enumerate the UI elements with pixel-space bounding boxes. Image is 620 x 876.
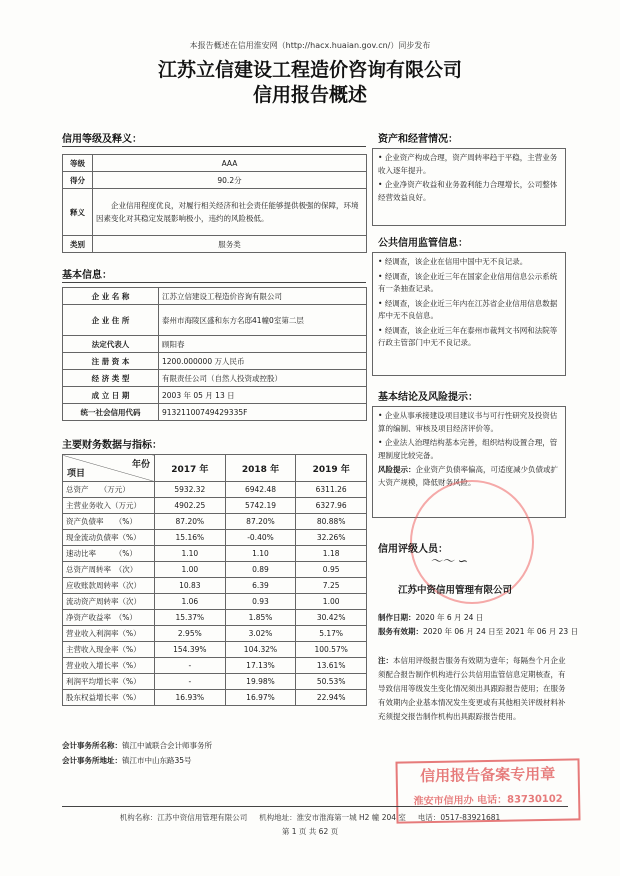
note-label: 注： [378,656,393,665]
indicator-value: 50.53% [296,674,367,690]
table-row [63,482,367,498]
audit-firm-value: 镇江中诚联合会计师事务所 [122,741,212,750]
indicator-name: 速动比率 （%） [63,546,155,562]
table-row [63,674,367,690]
info-label: 成 立 日 期 [63,387,159,404]
indicator-value: 1.85% [225,610,296,626]
risk-text: 企业资产负债率偏高，可适度减少负债或扩大资产规模，降低财务风险。 [378,465,558,487]
header-diagonal-cell [63,455,155,482]
indicator-value: 0.89 [225,562,296,578]
divider [62,282,366,283]
indicator-value: 1.00 [296,594,367,610]
indicator-value: 1.10 [155,546,226,562]
indicator-value: 0.93 [225,594,296,610]
year-header: 2017 年 [155,455,226,482]
table-row [63,404,367,421]
rating-definition: 企业信用程度优良，对履行相关经济和社会责任能够提供极强的保障，环境因素变化对其稳定发展影响极小，违约的风险极低。 [93,189,367,236]
conclusion-item-text: 企业从事承接建设项目建议书与可行性研究及投资估算的编制、审核及项目经济评价等。 [378,411,558,433]
audit-address-value: 镇江市中山东路35号 [122,756,192,765]
indicator-value: 16.93% [155,690,226,706]
table-row [63,387,367,404]
footer-tel-label: 电话： [417,813,441,822]
table-row [63,626,367,642]
info-label: 法定代表人 [63,336,159,353]
indicator-value: 154.39% [155,642,226,658]
indicator-value: 0.95 [296,562,367,578]
title-report: 信用报告概述 [252,84,367,106]
indicator-value: -0.40% [225,530,296,546]
footer-org-label: 机构名称： [119,813,158,822]
established-date: 2003 年 05 月 13 日 [159,387,367,404]
supervision-item: • 经调查，该企业近三年内在江苏省企业信用信息数据库中无不良信息。 [378,298,558,320]
indicator-value: 1.18 [296,546,367,562]
footer-org: 江苏中资信用管理有限公司 [157,813,248,822]
rater-company: 江苏中资信用管理有限公司 [398,585,513,596]
legal-representative: 顾阳春 [159,336,367,353]
basic-info-table [62,287,367,421]
supervision-item-text: 经调查，该企业近三年在泰州市裁判文书网和法院等行政主管部门中无不良记录。 [378,325,558,347]
made-date-label: 制作日期： [378,613,416,622]
supervision-item-text: 经调查，该企业近三年内在江苏省企业信用信息数据库中无不良信息。 [378,298,558,320]
divider [62,146,366,147]
valid-label: 服务有效期： [378,627,423,636]
indicator-value: 22.94% [296,690,367,706]
registered-capital: 1200.000000 万人民币 [159,353,367,370]
indicator-value: - [155,658,226,674]
supervision-item-text: 经调查，该企业近三年在国家企业信用信息公示系统有一条抽查记录。 [378,271,558,293]
audit-address-label: 会计事务所地址： [62,756,122,765]
indicator-name: 现金流动负债率（%） [63,530,155,546]
conclusion-item-text: 企业法人治理结构基本完善，组织结构设置合理，管理制度比较完备。 [378,438,558,460]
page-number: 第 1 页 共 62 页 [281,827,339,836]
indicator-value: 30.42% [296,610,367,626]
indicator-name: 资产负债率 （%） [63,514,155,530]
info-label: 注 册 资 本 [63,353,159,370]
indicator-name: 营业收入增长率（%） [63,658,155,674]
footer-addr-label: 机构地址： [259,813,297,822]
table-row [63,562,367,578]
table-header-row [63,455,367,482]
indicator-value: 6311.26 [296,482,367,498]
title-company: 江苏立信建设工程造价咨询有限公司 [157,59,462,81]
audit-firm-label: 会计事务所名称： [62,741,122,750]
rating-label: 等级 [63,155,93,172]
indicator-value: 15.37% [155,610,226,626]
table-row [63,353,367,370]
rating-label: 释义 [63,189,93,236]
footer-addr: 淮安市淮海第一城 H2 幢 204 室 [296,813,406,822]
indicator-value: 104.32% [225,642,296,658]
supervision-item: • 经调查，该企业近三年在国家企业信用信息公示系统有一条抽查记录。 [378,271,558,293]
indicator-name: 净资产收益率 （%） [63,610,155,626]
indicator-value: 6.39 [225,578,296,594]
indicator-value: 17.13% [225,658,296,674]
indicator-name: 主营业务收入（万元） [63,498,155,514]
conclusion-item: • 企业法人治理结构基本完善，组织结构设置合理，管理制度比较完备。 [378,438,558,460]
footer-tel: 0517-83921681 [440,813,501,822]
indicator-value: 15.16% [155,530,226,546]
indicator-value: 100.57% [296,642,367,658]
assets-item: • 企业资产构成合理，资产周转率趋于平稳，主营业务收入逐年提升。 [378,153,558,175]
page-title [0,58,620,108]
finance-heading: 主要财务数据与指标： [62,440,162,451]
indicator-value: 1.10 [225,546,296,562]
valid-period [378,626,578,637]
table-row [63,189,367,236]
conclusion-item: • 企业从事承接建设项目建议书与可行性研究及投资估算的编制、审核及项目经济评价等。 [378,411,558,433]
table-row [63,155,367,172]
indicator-value: 2.95% [155,626,226,642]
rating-table [62,154,367,253]
assets-heading: 资产和经营情况： [378,134,458,145]
indicator-name: 总资产周转率 （次） [63,562,155,578]
table-row [63,236,367,253]
indicator-value: 19.98% [225,674,296,690]
table-row [63,642,367,658]
indicator-value: - [155,674,226,690]
indicator-name: 股东权益增长率（%） [63,690,155,706]
header-item-label: 项目 [67,469,86,479]
basic-heading: 基本信息： [62,270,112,281]
table-row [63,370,367,387]
valid-value: 2020 年 06 月 24 日至 2021 年 06 月 23 日 [423,627,579,636]
publish-note: 本报告概述在信用淮安网（http://hacx.huaian.gov.cn/）同步发布 [189,41,431,50]
indicator-name: 营业收入利润率（%） [63,626,155,642]
year-header: 2019 年 [296,455,367,482]
indicator-name: 主营收入现金率（%） [63,642,155,658]
table-row [63,305,367,336]
audit-address [62,755,192,766]
assets-item-text: 企业净资产收益和业务盈利能力合理增长，公司整体经营效益良好。 [378,180,558,202]
info-label: 企 业 名 称 [63,288,159,305]
indicator-value: 5.17% [296,626,367,642]
indicator-value: 1.00 [155,562,226,578]
economic-type: 有限责任公司（自然人投资或控股） [159,370,367,387]
table-row [63,610,367,626]
conclusion-heading: 基本结论及风险提示： [378,392,478,403]
indicator-value: 4902.25 [155,498,226,514]
rating-score: 90.2分 [93,172,367,189]
table-row [63,498,367,514]
table-row [63,172,367,189]
assets-item: • 企业净资产收益和业务盈利能力合理增长，公司整体经营效益良好。 [378,180,558,202]
finance-table [62,454,367,706]
company-address: 泰州市海陵区盛和东方名邸41幢0室第二层 [159,305,367,336]
rater-note [378,654,568,724]
indicator-value: 5932.32 [155,482,226,498]
info-label: 经 济 类 型 [63,370,159,387]
stamp-line2: 淮安市信用办 电话：83730102 [413,793,563,808]
indicator-name: 流动资产周转率（次） [63,594,155,610]
indicator-value: 80.88% [296,514,367,530]
table-row [63,578,367,594]
indicator-value: 87.20% [225,514,296,530]
indicator-value: 6327.96 [296,498,367,514]
supervision-item: • 经调查，该企业在信用中国中无不良记录。 [378,257,528,266]
indicator-name: 总资产 （万元） [63,482,155,498]
table-row [63,690,367,706]
header-year-label: 年份 [131,460,150,470]
indicator-value: 5742.19 [225,498,296,514]
supervision-box [372,252,566,376]
rating-category: 服务类 [93,236,367,253]
stamp-line1: 信用报告备案专用章 [420,764,556,786]
signature: 〜〜 ∽ [430,554,468,568]
assets-box [372,148,566,226]
indicator-value: 32.26% [296,530,367,546]
rating-label: 类别 [63,236,93,253]
indicator-value: 13.61% [296,658,367,674]
year-header: 2018 年 [225,455,296,482]
footer-info [0,812,620,823]
info-label: 企 业 住 所 [63,305,159,336]
indicator-value: 7.25 [296,578,367,594]
assets-item-text: 企业资产构成合理，资产周转率趋于平稳，主营业务收入逐年提升。 [378,153,558,175]
made-date [378,612,483,623]
footer-divider [62,806,568,807]
table-row [63,336,367,353]
company-name: 江苏立信建设工程造价咨询有限公司 [159,288,367,305]
rating-label: 得分 [63,172,93,189]
indicator-name: 应收账款周转率（次） [63,578,155,594]
audit-firm [62,740,212,751]
indicator-value: 3.02% [225,626,296,642]
supervision-item: • 经调查，该企业近三年在泰州市裁判文书网和法院等行政主管部门中无不良记录。 [378,325,558,347]
indicator-value: 87.20% [155,514,226,530]
table-row [63,546,367,562]
made-date-value: 2020 年 6 月 24 日 [415,613,484,622]
credit-code: 913211007494293​35F [159,404,367,421]
supervision-item-text: 经调查，该企业在信用中国中无不良记录。 [384,257,528,266]
table-row [63,530,367,546]
indicator-value: 1.06 [155,594,226,610]
note-text: 本信用评级报告服务有效期为壹年；每隔叁个月企业须配合报告制作机构进行公共信用监管信息定期核查，有导致信用等级发生变化情况须出具跟踪报告使用；在服务有效期内企业基本情况发生变更或有其他相关评级材料补充须提交报告制作机构出具跟踪报告使用。 [378,656,566,721]
risk-label: 风险提示： [378,465,416,474]
indicator-value: 10.83 [155,578,226,594]
indicator-value: 6942.48 [225,482,296,498]
table-row [63,288,367,305]
table-row [63,658,367,674]
supervision-heading: 公共信用监管信息： [378,238,468,249]
indicator-name: 利润平均增长率（%） [63,674,155,690]
rating-heading: 信用等级及释义： [62,134,142,145]
info-label: 统一社会信用代码 [63,404,159,421]
indicator-value: 16.97% [225,690,296,706]
rater-heading: 信用评级人员： [378,544,448,555]
table-row [63,514,367,530]
table-row [63,594,367,610]
rating-grade: AAA [93,155,367,172]
